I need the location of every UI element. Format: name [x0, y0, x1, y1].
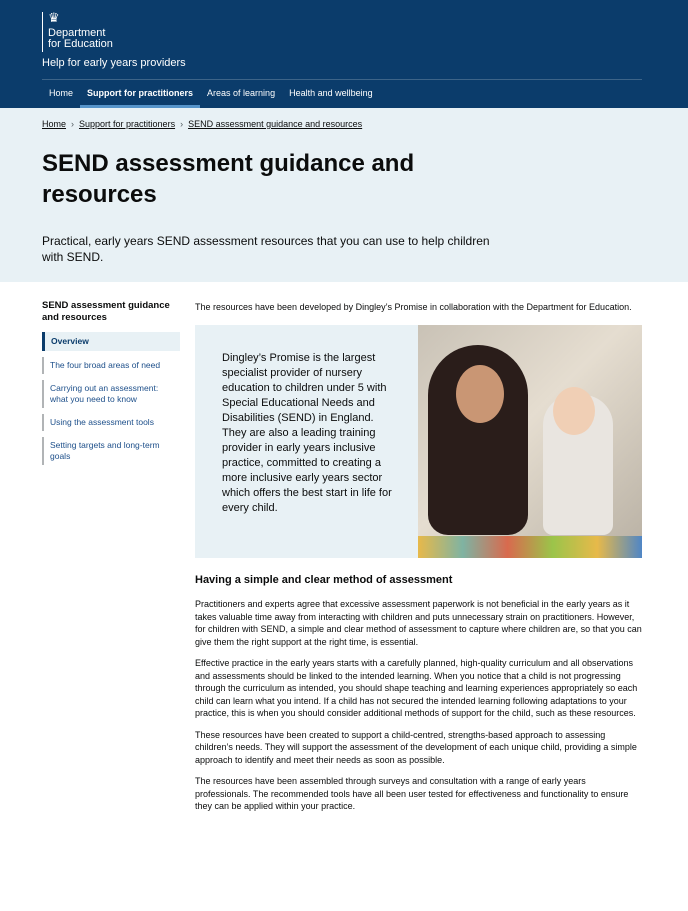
sidebar-item-using-tools[interactable]: Using the assessment tools: [42, 414, 180, 431]
intro-text: The resources have been developed by Dingley’s Promise in collaboration with the Department for Education.: [195, 302, 632, 312]
sidebar-item-carrying-out[interactable]: Carrying out an assessment: what you need to know: [42, 380, 180, 408]
nav-home[interactable]: Home: [49, 88, 74, 98]
practitioner-child-photo: [418, 325, 642, 558]
photo-figure: [456, 365, 504, 423]
main-nav: [42, 80, 380, 108]
sidebar-item-four-areas[interactable]: The four broad areas of need: [42, 357, 180, 374]
paragraph: Practitioners and experts agree that excessive assessment paperwork is not beneficial in the early years as it takes valuable time away from interacting with children and puts unnecessary strain on practitioners. However, for children with SEND, a simple and clear method of assessment to capture where children are, so that you can give them the right support at the right time, is essential.: [195, 599, 642, 647]
photo-figure: [553, 387, 595, 435]
sidebar-nav: [42, 300, 180, 471]
org-name-line2: for Education: [48, 38, 113, 50]
chevron-right-icon: ›: [180, 119, 184, 129]
breadcrumb: [42, 119, 362, 129]
section-heading: Having a simple and clear method of assessment: [195, 573, 453, 586]
main-content: [195, 301, 642, 822]
nav-support-for-practitioners[interactable]: Support for practitioners: [80, 80, 200, 108]
promo-panel: [195, 325, 642, 558]
service-name[interactable]: Help for early years providers: [42, 57, 186, 69]
org-name-line1: Department: [48, 27, 106, 39]
breadcrumb-current[interactable]: SEND assessment guidance and resources: [188, 119, 363, 129]
nav-health-and-wellbeing[interactable]: Health and wellbeing: [289, 88, 373, 98]
sidebar-heading: SEND assessment guidance and resources: [42, 300, 170, 323]
royal-crest-icon: ♛: [48, 10, 60, 25]
breadcrumb-support[interactable]: Support for practitioners: [79, 119, 176, 129]
dfe-logo[interactable]: [42, 12, 113, 52]
nav-areas-of-learning[interactable]: Areas of learning: [207, 88, 276, 98]
site-header: [0, 0, 688, 108]
page-lead: Practical, early years SEND assessment resources that you can use to help children with SEND.: [42, 234, 490, 264]
breadcrumb-home[interactable]: Home: [42, 119, 67, 129]
paragraph: Effective practice in the early years starts with a carefully planned, high-quality curriculum and all observations and assessments should be linked to the intended learning. When you notice that a child is not progressing through the curriculum as intended, you should shape teaching and learning experiences appropriately so each child can learn what you intend. If a child has not secured the intended learning following adaptations to your practice, this is when you should consider additional methods of support for the child, such as these resources.: [195, 658, 638, 718]
page-hero: [0, 108, 688, 282]
promo-text: Dingley’s Promise is the largest specialist provider of nursery education to children under 5 with Special Educational Needs and Disabilities (SEND) in England. They are also a leading training provider in early years inclusive practice, committed to creating a more inclusive early years sector which offers the best start in life for every child.: [195, 325, 418, 558]
sidebar-item-overview[interactable]: Overview: [42, 332, 180, 351]
photo-toys: [418, 536, 642, 558]
chevron-right-icon: ›: [71, 119, 75, 129]
page-title: SEND assessment guidance and resources: [42, 150, 415, 208]
sidebar-item-setting-targets[interactable]: Setting targets and long-term goals: [42, 437, 180, 465]
paragraph: These resources have been created to support a child-centred, strengths-based approach to assessing children’s needs. They will support the assessment of the development of each unique child, providing a simple approach to identify and meet their needs as soon as possible.: [195, 729, 637, 765]
paragraph: The resources have been assembled through surveys and consultation with a range of early years professionals. The recommended tools have all been user tested for effectiveness and functionality to ensure they can be applied within your practice.: [195, 776, 629, 811]
